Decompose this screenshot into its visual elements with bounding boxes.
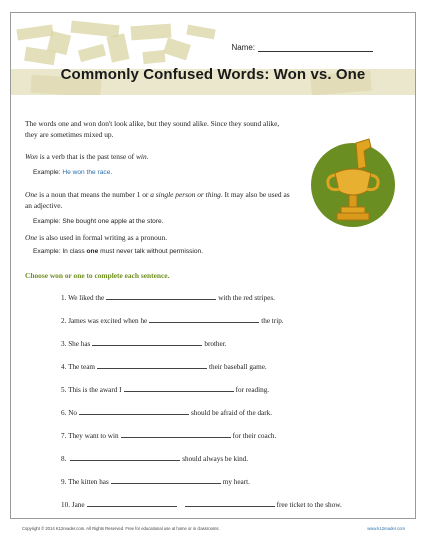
question-5 (61, 384, 269, 394)
name-label: Name: (231, 43, 255, 52)
instructions: Choose won or one to complete each sentence. (25, 271, 170, 280)
question-post: their baseball game. (209, 363, 267, 371)
answer-blank[interactable] (70, 453, 180, 461)
question-number: 4. (61, 363, 67, 371)
definition-tail: . (146, 152, 149, 161)
question-number: 7. (61, 432, 67, 440)
question-pre: Jane (71, 501, 85, 509)
copyright-footer: Copyright © 2014 K12reader.com. All Rights Reserved. Free for educational use at home or in classrooms. (22, 526, 220, 531)
definition-tail-word: a single person or thing (150, 190, 221, 199)
question-post: should be afraid of the dark. (190, 409, 273, 417)
example-post: the race. (84, 169, 113, 176)
example-key: won (72, 169, 85, 176)
question-10 (61, 499, 342, 509)
question-6 (61, 407, 272, 417)
question-pre: James was excited when he (68, 317, 148, 325)
question-8 (61, 453, 248, 463)
example-pre: He (62, 169, 73, 176)
name-blank[interactable] (258, 43, 373, 52)
answer-blank[interactable] (111, 476, 221, 484)
question-7 (61, 430, 276, 440)
example-pre: In class (62, 248, 87, 255)
question-number: 6. (61, 409, 67, 417)
question-post: free ticket to the show. (276, 501, 342, 509)
intro-paragraph (25, 119, 290, 140)
definition-text: is a verb that is the past tense of (37, 152, 136, 161)
page-title: Commonly Confused Words: Won vs. One (60, 66, 366, 83)
definition-tail-word: win (135, 152, 147, 161)
intro-text: The words one and won don't look alike, but they sound alike. Since they sound alike, they are sometimes mixed up. (25, 119, 280, 139)
question-2 (61, 315, 284, 325)
answer-blank[interactable] (97, 361, 207, 369)
example-one-noun (33, 218, 164, 225)
question-3 (61, 338, 227, 348)
question-post: for reading. (235, 386, 270, 394)
question-number: 2. (61, 317, 67, 325)
trophy-icon (309, 137, 397, 229)
answer-blank[interactable] (79, 407, 189, 415)
name-field[interactable] (231, 43, 373, 52)
example-label: Example: (33, 218, 63, 225)
question-pre: She has (68, 340, 91, 348)
definition-one-pronoun (25, 233, 290, 244)
question-9 (61, 476, 250, 486)
question-number: 10. (61, 501, 70, 509)
definition-word: One (25, 233, 38, 242)
example-one-pronoun (33, 248, 203, 255)
example-label: Example: (33, 248, 63, 255)
question-pre: No (68, 409, 77, 417)
question-pre: This is the award I (68, 386, 122, 394)
question-post: for their coach. (232, 432, 277, 440)
question-number: 5. (61, 386, 67, 394)
question-number: 1. (61, 294, 67, 302)
question-post: should always be kind. (182, 455, 249, 463)
question-post: the trip. (261, 317, 284, 325)
definition-tail: . It may also be used as an adjective. (25, 190, 290, 210)
example-label: Example: (33, 169, 63, 176)
example-post: apple at the store. (108, 218, 164, 225)
answer-blank[interactable] (106, 292, 216, 300)
example-key: one (97, 218, 109, 225)
question-pre: They want to win (68, 432, 119, 440)
example-won (33, 169, 112, 176)
definition-word: Won (25, 152, 38, 161)
answer-blank[interactable] (121, 430, 231, 438)
answer-blank[interactable] (185, 499, 275, 507)
example-post: must never talk without permission. (98, 248, 204, 255)
definition-text: is a noun that means the number 1 or (37, 190, 151, 199)
question-1 (61, 292, 275, 302)
question-post: brother. (204, 340, 227, 348)
answer-blank[interactable] (149, 315, 259, 323)
question-pre: The kitten has (68, 478, 109, 486)
definition-one-noun (25, 190, 290, 211)
definition-won (25, 152, 290, 163)
answer-blank[interactable] (92, 338, 202, 346)
example-pre: She bought (62, 218, 98, 225)
question-number: 8. (61, 455, 67, 463)
question-number: 9. (61, 478, 67, 486)
example-key: one (86, 248, 99, 255)
worksheet (10, 12, 416, 519)
question-number: 3. (61, 340, 67, 348)
question-post: my heart. (222, 478, 250, 486)
definition-text: is also used in formal writing as a pronoun. (37, 233, 168, 242)
question-pre: The team (68, 363, 96, 371)
decorative-banner (11, 13, 415, 95)
question-pre: We liked the (68, 294, 105, 302)
question-4 (61, 361, 267, 371)
definition-word: One (25, 190, 38, 199)
answer-blank[interactable] (124, 384, 234, 392)
website-link[interactable]: www.k12reader.com (367, 526, 405, 531)
question-post: with the red stripes. (218, 294, 275, 302)
answer-blank[interactable] (87, 499, 177, 507)
